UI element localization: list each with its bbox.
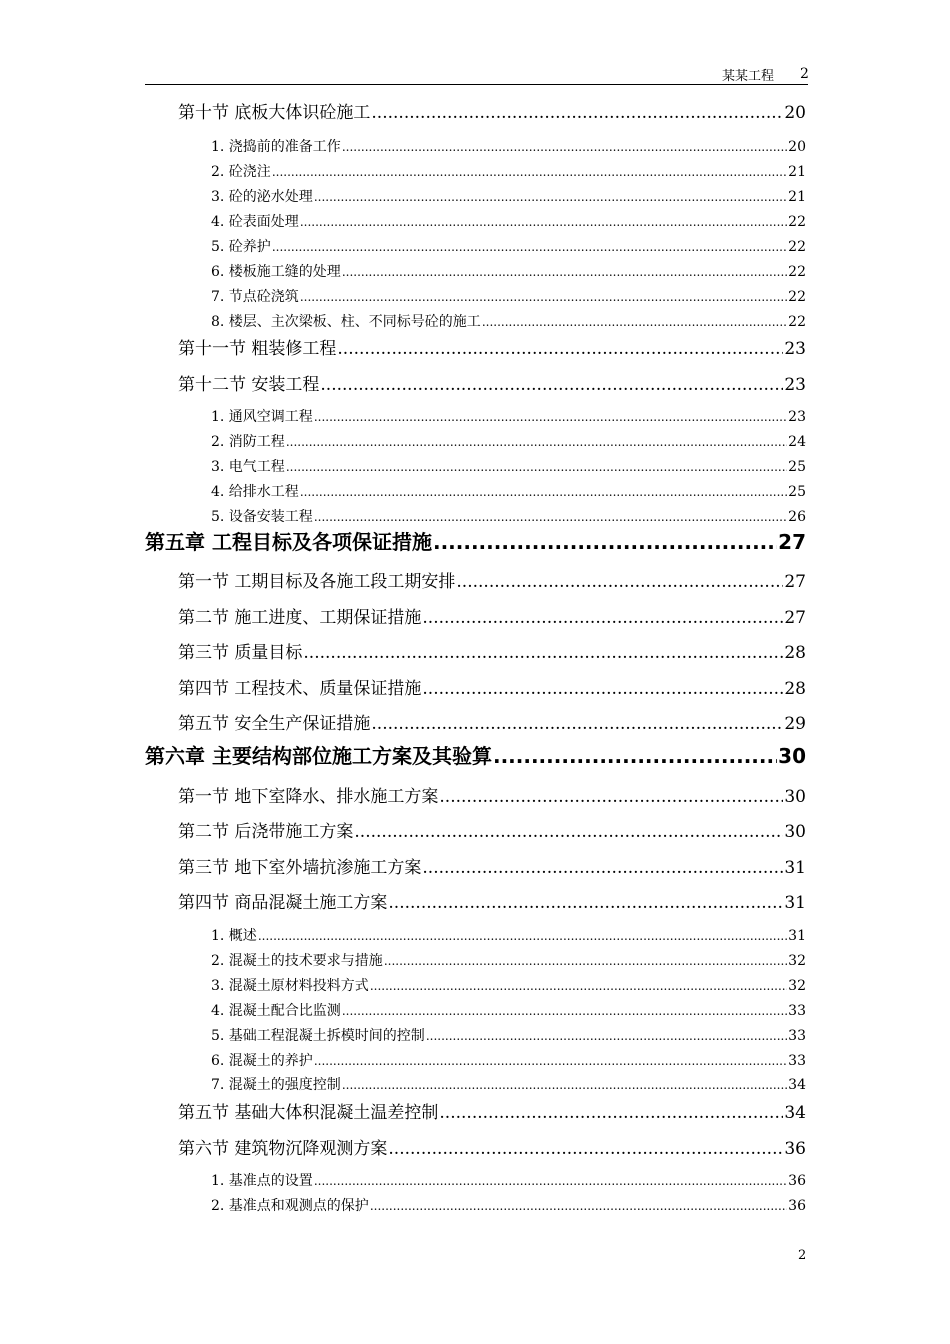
toc-section-entry [178, 817, 806, 842]
toc-leader-dots [314, 409, 787, 425]
toc-leader-dots [314, 1053, 787, 1069]
toc-section-entry [178, 370, 806, 395]
toc-entry-title: 第一节 地下室降水、排水施工方案 [178, 787, 439, 807]
toc-entry-page: 25 [788, 459, 806, 475]
toc-entry-title: 第四节 商品混凝土施工方案 [178, 893, 388, 913]
toc-entry-page: 30 [784, 822, 806, 842]
toc-leader-dots [493, 744, 777, 768]
toc-section-entry [178, 709, 806, 734]
toc-leader-dots [439, 1103, 783, 1123]
toc-entry-title: 3. 砼的泌水处理 [211, 189, 313, 205]
toc-section-entry [178, 638, 806, 663]
toc-subsection-entry [211, 186, 806, 206]
toc-leader-dots [422, 858, 783, 878]
toc-subsection-entry [211, 311, 806, 331]
toc-entry-page: 36 [784, 1139, 806, 1159]
toc-leader-dots [258, 928, 787, 944]
toc-leader-dots [422, 679, 783, 699]
toc-entry-page: 28 [784, 643, 806, 663]
toc-leader-dots [303, 643, 783, 663]
toc-leader-dots [314, 189, 787, 205]
toc-entry-title: 第十一节 粗装修工程 [178, 339, 337, 359]
toc-entry-title: 8. 楼层、主次梁板、柱、不同标号砼的施工 [211, 314, 481, 330]
toc-subsection-entry [211, 975, 806, 995]
toc-entry-page: 32 [788, 953, 806, 969]
toc-entry-page: 20 [788, 139, 806, 155]
toc-entry-title: 第五节 安全生产保证措施 [178, 714, 371, 734]
toc-leader-dots [342, 1003, 787, 1019]
toc-entry-page: 34 [784, 1103, 806, 1123]
toc-entry-page: 22 [788, 289, 806, 305]
toc-entry-title: 7. 节点砼浇筑 [211, 289, 299, 305]
toc-entry-page: 30 [784, 787, 806, 807]
toc-section-entry [178, 567, 806, 592]
toc-section-entry [178, 1098, 806, 1123]
toc-entry-page: 26 [788, 509, 806, 525]
toc-subsection-entry [211, 211, 806, 231]
toc-entry-page: 31 [788, 928, 806, 944]
toc-leader-dots [337, 339, 783, 359]
toc-leader-dots [370, 1198, 787, 1214]
toc-leader-dots [456, 572, 783, 592]
toc-entry-title: 第五节 基础大体积混凝土温差控制 [178, 1103, 439, 1123]
toc-subsection-entry [211, 1195, 806, 1215]
toc-subsection-entry [211, 286, 806, 306]
toc-leader-dots [342, 1077, 787, 1093]
toc-entry-page: 22 [788, 214, 806, 230]
toc-subsection-entry [211, 506, 806, 526]
toc-entry-title: 5. 砼养护 [211, 239, 271, 255]
toc-subsection-entry [211, 406, 806, 426]
toc-section-entry [178, 1134, 806, 1159]
toc-entry-page: 29 [784, 714, 806, 734]
toc-subsection-entry [211, 161, 806, 181]
toc-entry-page: 24 [788, 434, 806, 450]
header-page-number: 2 [800, 66, 809, 82]
toc-entry-page: 20 [784, 103, 806, 123]
toc-leader-dots [314, 1173, 787, 1189]
toc-subsection-entry [211, 431, 806, 451]
toc-entry-page: 33 [788, 1003, 806, 1019]
toc-entry-title: 5. 设备安装工程 [211, 509, 313, 525]
toc-entry-title: 第一节 工期目标及各施工段工期安排 [178, 572, 456, 592]
toc-subsection-entry [211, 1074, 806, 1094]
toc-leader-dots [422, 608, 783, 628]
toc-chapter-entry [145, 740, 806, 769]
toc-subsection-entry [211, 456, 806, 476]
toc-entry-title: 1. 浇捣前的准备工作 [211, 139, 341, 155]
toc-leader-dots [388, 893, 783, 913]
toc-leader-dots [342, 139, 787, 155]
toc-entry-page: 25 [788, 484, 806, 500]
toc-entry-page: 32 [788, 978, 806, 994]
toc-entry-title: 第十节 底板大体识砼施工 [178, 103, 371, 123]
toc-leader-dots [342, 264, 787, 280]
toc-leader-dots [286, 459, 787, 475]
toc-section-entry [178, 603, 806, 628]
toc-entry-title: 2. 混凝土的技术要求与措施 [211, 953, 383, 969]
toc-entry-page: 36 [788, 1173, 806, 1189]
toc-leader-dots [388, 1139, 783, 1159]
toc-entry-page: 33 [788, 1053, 806, 1069]
toc-leader-dots [272, 239, 787, 255]
toc-entry-title: 第十二节 安装工程 [178, 375, 320, 395]
footer-page-number: 2 [798, 1248, 807, 1263]
toc-leader-dots [314, 509, 787, 525]
toc-entry-title: 1. 概述 [211, 928, 257, 944]
toc-entry-page: 36 [788, 1198, 806, 1214]
toc-subsection-entry [211, 1000, 806, 1020]
toc-entry-title: 第五章 工程目标及各项保证措施 [145, 530, 432, 554]
toc-entry-page: 22 [788, 314, 806, 330]
toc-entry-title: 第三节 质量目标 [178, 643, 303, 663]
toc-entry-page: 28 [784, 679, 806, 699]
toc-entry-title: 4. 混凝土配合比监测 [211, 1003, 341, 1019]
toc-entry-title: 第二节 施工进度、工期保证措施 [178, 608, 422, 628]
toc-leader-dots [370, 978, 787, 994]
toc-leader-dots [439, 787, 783, 807]
toc-entry-title: 第四节 工程技术、质量保证措施 [178, 679, 422, 699]
toc-leader-dots [300, 484, 787, 500]
toc-leader-dots [286, 434, 787, 450]
toc-subsection-entry [211, 136, 806, 156]
header-title: 某某工程 [722, 69, 775, 84]
toc-leader-dots [384, 953, 787, 969]
toc-entry-page: 27 [784, 572, 806, 592]
toc-entry-title: 1. 通风空调工程 [211, 409, 313, 425]
toc-entry-page: 30 [778, 744, 806, 768]
toc-subsection-entry [211, 1050, 806, 1070]
toc-entry-title: 4. 砼表面处理 [211, 214, 299, 230]
toc-entry-page: 23 [784, 339, 806, 359]
toc-subsection-entry [211, 950, 806, 970]
toc-subsection-entry [211, 481, 806, 501]
toc-subsection-entry [211, 1170, 806, 1190]
toc-entry-page: 23 [784, 375, 806, 395]
toc-section-entry [178, 853, 806, 878]
toc-entry-page: 27 [778, 530, 806, 554]
toc-section-entry [178, 888, 806, 913]
toc-leader-dots [354, 822, 783, 842]
toc-subsection-entry [211, 236, 806, 256]
toc-leader-dots [426, 1028, 787, 1044]
toc-entry-title: 2. 基准点和观测点的保护 [211, 1198, 369, 1214]
toc-entry-page: 31 [784, 893, 806, 913]
toc-section-entry [178, 674, 806, 699]
toc-subsection-entry [211, 1025, 806, 1045]
toc-section-entry [178, 782, 806, 807]
toc-entry-page: 23 [788, 409, 806, 425]
toc-entry-page: 31 [784, 858, 806, 878]
toc-leader-dots [272, 164, 787, 180]
toc-entry-title: 第二节 后浇带施工方案 [178, 822, 354, 842]
toc-entry-page: 21 [788, 189, 806, 205]
toc-leader-dots [300, 289, 787, 305]
toc-leader-dots [371, 714, 783, 734]
toc-leader-dots [320, 375, 783, 395]
toc-entry-title: 6. 楼板施工缝的处理 [211, 264, 341, 280]
toc-entry-title: 第六章 主要结构部位施工方案及其验算 [145, 744, 492, 768]
toc-entry-title: 第三节 地下室外墙抗渗施工方案 [178, 858, 422, 878]
toc-entry-title: 5. 基础工程混凝土拆模时间的控制 [211, 1028, 425, 1044]
toc-section-entry [178, 98, 806, 123]
toc-entry-title: 3. 混凝土原材料投料方式 [211, 978, 369, 994]
toc-entry-page: 22 [788, 239, 806, 255]
toc-chapter-entry [145, 526, 806, 555]
toc-entry-page: 22 [788, 264, 806, 280]
toc-entry-title: 第六节 建筑物沉降观测方案 [178, 1139, 388, 1159]
toc-subsection-entry [211, 925, 806, 945]
toc-entry-page: 27 [784, 608, 806, 628]
toc-entry-title: 4. 给排水工程 [211, 484, 299, 500]
toc-entry-title: 1. 基准点的设置 [211, 1173, 313, 1189]
toc-entry-title: 2. 砼浇注 [211, 164, 271, 180]
toc-subsection-entry [211, 261, 806, 281]
toc-entry-title: 7. 混凝土的强度控制 [211, 1077, 341, 1093]
toc-entry-page: 34 [788, 1077, 806, 1093]
toc-leader-dots [371, 103, 783, 123]
toc-leader-dots [433, 530, 777, 554]
toc-leader-dots [482, 314, 787, 330]
toc-entry-page: 21 [788, 164, 806, 180]
toc-entry-title: 6. 混凝土的养护 [211, 1053, 313, 1069]
toc-leader-dots [300, 214, 787, 230]
toc-entry-title: 2. 消防工程 [211, 434, 285, 450]
toc-entry-title: 3. 电气工程 [211, 459, 285, 475]
toc-entry-page: 33 [788, 1028, 806, 1044]
toc-section-entry [178, 334, 806, 359]
